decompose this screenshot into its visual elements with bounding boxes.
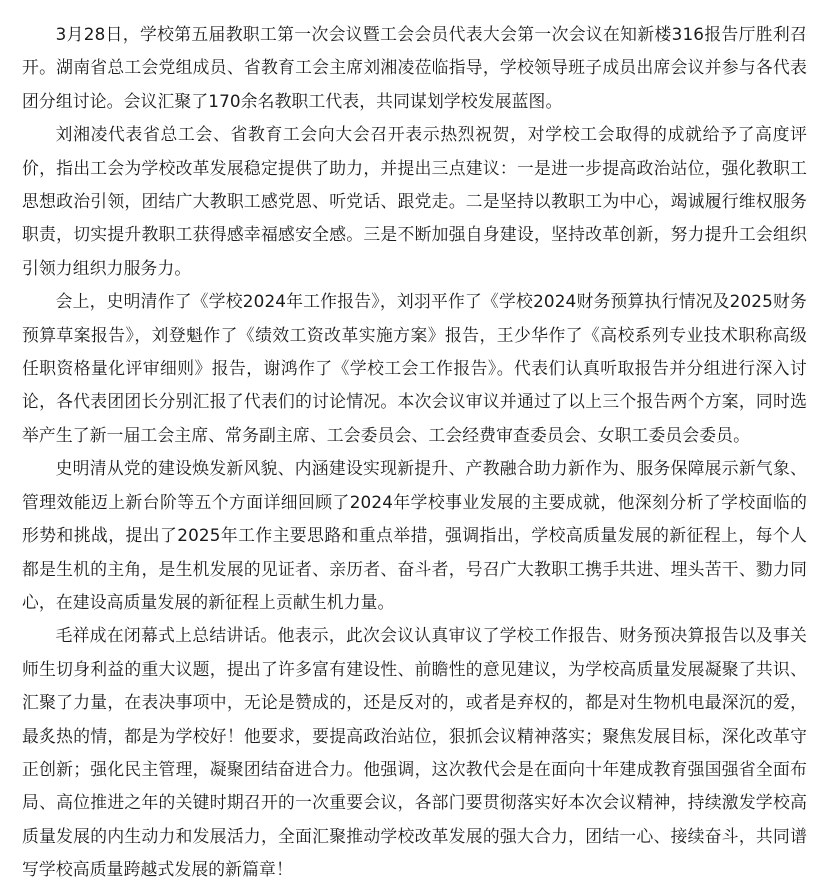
article-paragraph-4: 史明清从党的建设焕发新风貌、内涵建设实现新提升、产教融合助力新作为、服务保障展示新气象、管理效能迈上新台阶等五个方面详细回顾了2024年学校事业发展的主要成就，他深刻分析了学校面临的形势和挑战，提出了2025年工作主要思路和重点举措，强调指出，学校高质量发展的新征程上，每个人都是生机的主角，是生机发展的见证者、亲历者、奋斗者，号召广大教职工携手共进、埋头苦干、勠力同心，在建设高质量发展的新征程上贡献生机力量。 <box>22 458 807 612</box>
article-paragraph-1: 3月28日，学校第五届教职工第一次会议暨工会会员代表大会第一次会议在知新楼316报告厅胜利召开。湖南省总工会党组成员、省教育工会主席刘湘凌莅临指导，学校领导班子成员出席会议并参与各代表团分组讨论。会议汇聚了170余名教职工代表，共同谋划学校发展蓝图。 <box>22 24 807 111</box>
article-paragraph-2: 刘湘凌代表省总工会、省教育工会向大会召开表示热烈祝贺，对学校工会取得的成就给予了高度评价，指出工会为学校改革发展稳定提供了助力，并提出三点建议：一是进一步提高政治站位，强化教职工思想政治引领，团结广大教职工感党恩、听党话、跟党走。二是坚持以教职工为中心，竭诚履行维权服务职责，切实提升教职工获得感幸福感安全感。三是不断加强自身建设，坚持改革创新，努力提升工会组织引领力组织力服务力。 <box>22 124 807 278</box>
article-paragraph-5: 毛祥成在闭幕式上总结讲话。他表示，此次会议认真审议了学校工作报告、财务预决算报告以及事关师生切身利益的重大议题，提出了许多富有建设性、前瞻性的意见建议，为学校高质量发展凝聚了共识、汇聚了力量，在表决事项中，无论是赞成的，还是反对的，或者是弃权的，都是对生物机电最深沉的爱，最炙热的情，都是为学校好！他要求，要提高政治站位，狠抓会议精神落实；聚焦发展目标，深化改革守正创新；强化民主管理，凝聚团结奋进合力。他强调，这次教代会是在面向十年建成教育强国强省全面布局、高位推进之年的关键时期召开的一次重要会议，各部门要贯彻落实好本次会议精神，持续激发学校高质量发展的内生动力和发展活力，全面汇聚推动学校改革发展的强大合力，团结一心、接续奋斗，共同谱写学校高质量跨越式发展的新篇章！ <box>22 625 807 880</box>
article-paragraph-3: 会上，史明清作了《学校2024年工作报告》，刘羽平作了《学校2024财务预算执行情况及2025财务预算草案报告》，刘登魁作了《绩效工资改革实施方案》报告，王少华作了《高校系列专业技术职称高级任职资格量化评审细则》报告，谢鸿作了《学校工会工作报告》。代表们认真听取报告并分组进行深入讨论，各代表团团长分别汇报了代表们的讨论情况。本次会议审议并通过了以上三个报告两个方案，同时选举产生了新一届工会主席、常务副主席、工会委员会、工会经费审查委员会、女职工委员会委员。 <box>22 291 807 445</box>
